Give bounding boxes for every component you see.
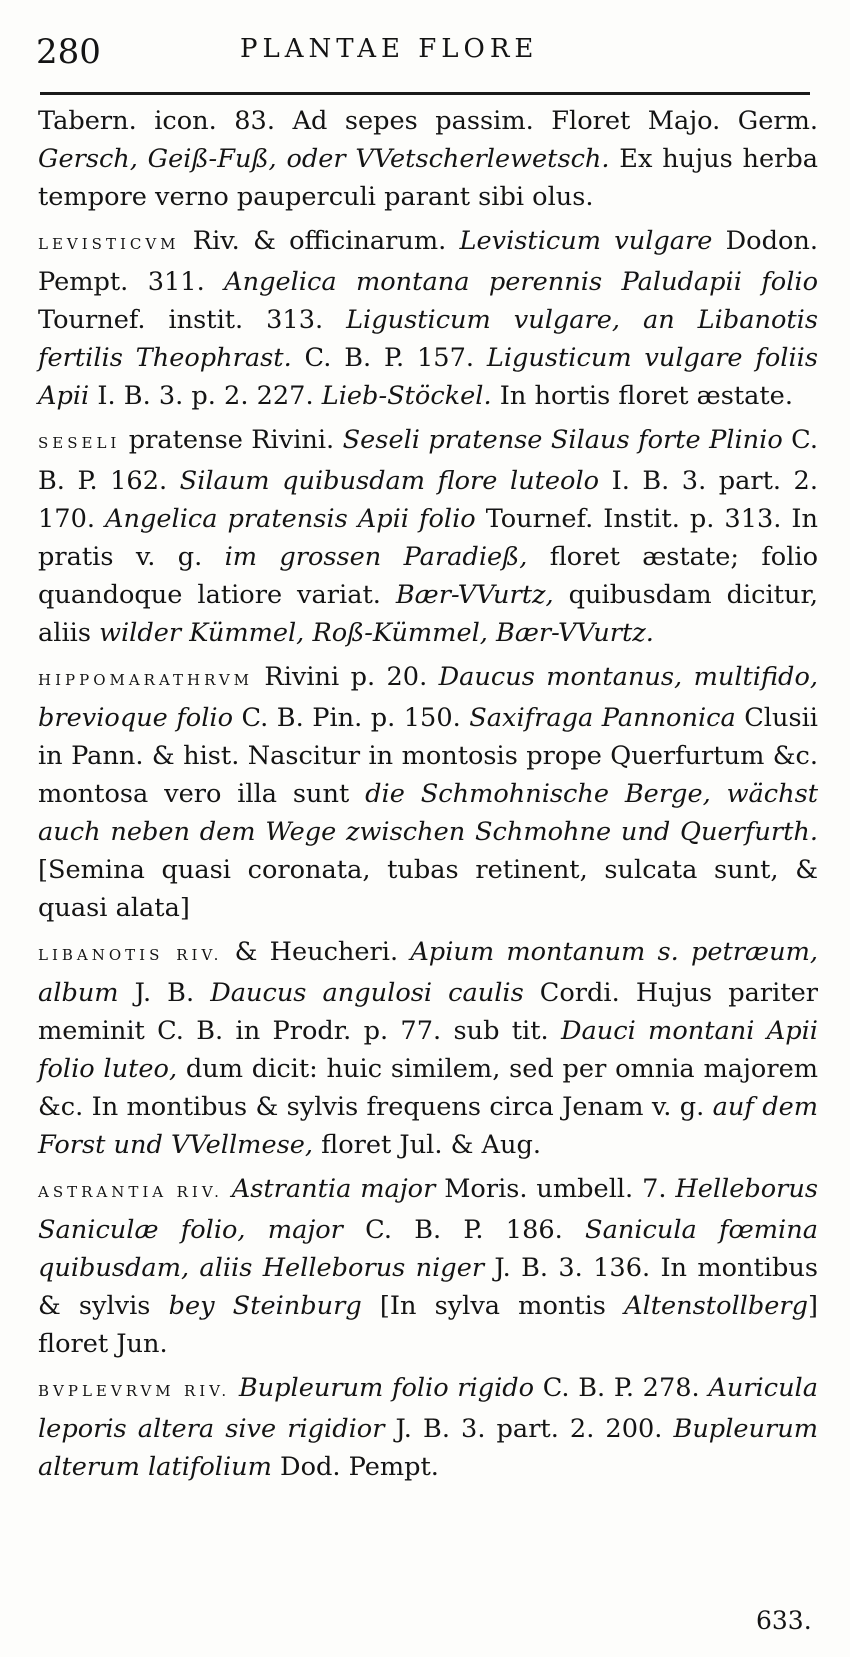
italic-text: Apium montanum s. petræum, album [38, 937, 818, 1008]
roman-text: Tournef. Instit. p. 313. In pratis v. g. [38, 504, 819, 572]
entry-libanotis [38, 933, 818, 1164]
italic-text: Daucus angulosi caulis [210, 978, 524, 1008]
italic-text: die Schmohnische Berge, wächst auch neben dem Wege zwischen Schmohne und Querfurth. [38, 779, 818, 847]
roman-text: I. B. 3. part. 2. 170. [38, 466, 818, 534]
roman-text: & Heucheri. [222, 937, 411, 967]
roman-text: Moris. umbell. 7. [435, 1174, 676, 1204]
italic-text: bey Steinburg [168, 1291, 362, 1321]
entry-heading: LIBANOTIS RIV. [38, 946, 223, 964]
italic-text: Saxifraga Pannonica [469, 703, 736, 733]
entry-heading: SESELI [38, 434, 121, 452]
entry-heading: HIPPOMARATHRVM [38, 671, 254, 689]
page-number: 280 [36, 32, 101, 72]
italic-text: im grossen Paradieß, [224, 542, 528, 572]
roman-text: C. B. P. 162. [38, 425, 818, 496]
roman-text: Dod. Pempt. [271, 1452, 439, 1482]
italic-text: Dauci montani Apii folio luteo, [38, 1016, 818, 1084]
roman-text: Tabern. icon. 83. Ad sepes passim. Floret Majo. Germ. [38, 106, 818, 136]
roman-text: J. B. 3. part. 2. 200. [384, 1414, 674, 1444]
entry-heading: ASTRANTIA RIV. [38, 1183, 223, 1201]
entry-astrantia [38, 1170, 818, 1363]
italic-text: Seseli pratense Silaus forte Plinio [342, 425, 783, 455]
roman-text: Tournef. instit. 313. [38, 305, 347, 335]
entry-heading: LEVISTICVM [38, 235, 180, 253]
italic-text: Angelica montana perennis Paludapii folio [224, 267, 818, 297]
roman-text [223, 1174, 232, 1204]
italic-text: Gersch, Geiß-Fuß, oder VVetscherlewetsch. [38, 144, 610, 174]
roman-text: floret æstate; folio quandoque latiore variat. [38, 542, 818, 610]
roman-text: Dodon. Pempt. 311. [38, 226, 818, 297]
italic-text: auf dem Forst und VVellmese, [38, 1092, 819, 1160]
roman-text: C. B. P. 157. [291, 343, 487, 373]
roman-text: J. B. 3. 136. In montibus & sylvis [38, 1253, 818, 1321]
entry-levisticum [38, 222, 818, 415]
italic-text: Lieb-Stöckel. [321, 381, 492, 411]
roman-text: ] floret Jun. [38, 1291, 818, 1359]
roman-text: quibusdam dicitur, aliis [38, 580, 819, 648]
roman-text: [In sylva montis [361, 1291, 625, 1321]
entry-bupleurum [38, 1369, 818, 1486]
running-title: PLANTAE FLORE [240, 34, 539, 64]
italic-text: Helleborus Saniculæ folio, major [38, 1174, 819, 1245]
entry-seseli [38, 421, 818, 652]
italic-text: Bupleurum alterum latifolium [38, 1414, 818, 1482]
page-header [36, 28, 816, 78]
entry-tabern [38, 102, 818, 216]
roman-text: I. B. 3. p. 2. 227. [89, 381, 322, 411]
roman-text: Ex hujus herba tempore verno pauperculi parant sibi olus. [38, 144, 818, 212]
roman-text: Clusii in Pann. & hist. Nascitur in montosis prope Querfurtum &c. montosa vero illa sunt [38, 703, 818, 809]
italic-text: Daucus montanus, multifido, brevioque folio [38, 662, 818, 733]
body-text [38, 102, 818, 1492]
roman-text: Riv. & officinarum. [179, 226, 460, 256]
italic-text: Astrantia major [231, 1174, 436, 1204]
italic-text: Levisticum vulgare [459, 226, 713, 256]
italic-text: Sanicula fœmina quibusdam, aliis Helleborus niger [38, 1215, 818, 1283]
italic-text: wilder Kümmel, Roß-Kümmel, Bær-VVurtz. [99, 618, 654, 648]
roman-text: C. B. P. 186. [342, 1215, 586, 1245]
roman-text: In hortis floret æstate. [491, 381, 793, 411]
roman-text: pratense Rivini. [120, 425, 343, 455]
italic-text: Ligusticum vulgare, an Libanotis fertilis Theophrast. [38, 305, 818, 373]
roman-text: C. B. P. 278. [534, 1373, 709, 1403]
italic-text: Bær-VVurtz, [395, 580, 554, 610]
italic-text: Ligusticum vulgare foliis Apii [38, 343, 818, 411]
roman-text: dum dicit: huic similem, sed per omnia majorem &c. In montibus & sylvis frequens circa Jenam v. g. [38, 1054, 818, 1122]
roman-text: J. B. [118, 978, 211, 1008]
italic-text: Silaum quibusdam flore luteolo [179, 466, 600, 496]
header-rule [40, 92, 810, 95]
roman-text [230, 1373, 239, 1403]
italic-text: Auricula leporis altera sive rigidior [38, 1373, 818, 1444]
catchword: 633. [756, 1606, 812, 1635]
entry-heading: BVPLEVRVM RIV. [38, 1382, 231, 1400]
roman-text: [Semina quasi coronata, tubas retinent, sulcata sunt, & quasi alata] [38, 855, 818, 923]
italic-text: Bupleurum folio rigido [238, 1373, 535, 1403]
roman-text: C. B. Pin. p. 150. [233, 703, 470, 733]
entry-hippomarathrum [38, 658, 818, 927]
roman-text: floret Jul. & Aug. [313, 1130, 542, 1160]
italic-text: Altenstollberg [624, 1291, 808, 1321]
roman-text: Cordi. Hujus pariter meminit C. B. in Prodr. p. 77. sub tit. [38, 978, 818, 1046]
roman-text: Rivini p. 20. [253, 662, 439, 692]
italic-text: Angelica pratensis Apii folio [105, 504, 476, 534]
